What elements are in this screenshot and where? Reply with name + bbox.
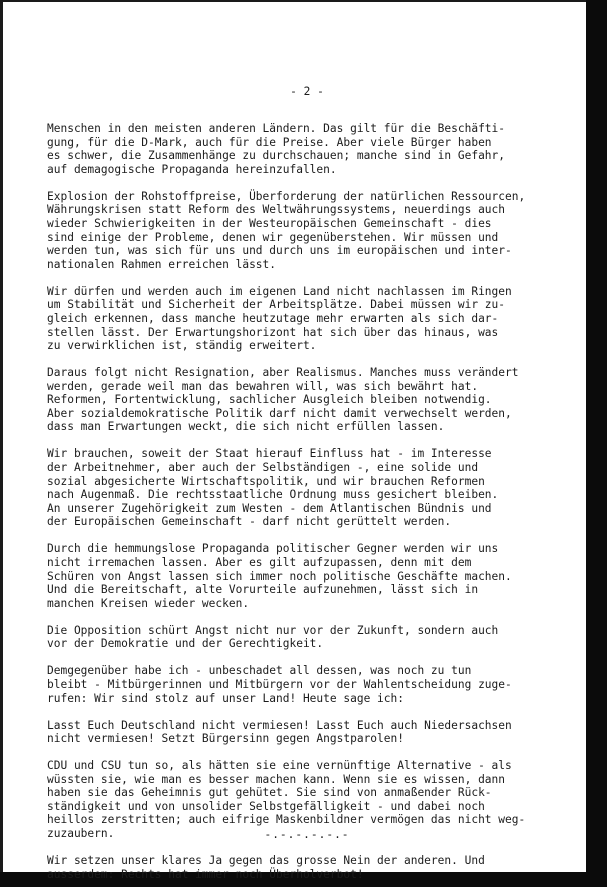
text-line: Währungskrisen statt Reform des Weltwährungssystems, neuerdings auch [47, 203, 506, 217]
text-line: es schwer, die Zusammenhänge zu durchschauen; manche sind in Gefahr, [47, 149, 506, 163]
text-line: dass man Erwartungen weckt, die sich nicht erfüllen lassen. [47, 420, 445, 434]
text-line: Und die Bereitschaft, alte Vorurteile aufzunehmen, lässt sich in [47, 583, 479, 597]
text-line: Wir setzen unser klares Ja gegen das grosse Nein der anderen. Und [47, 854, 485, 868]
text-line: gleich erkennen, dass manche heutzutage mehr erwarten als sich dar- [47, 311, 499, 325]
paragraph [47, 122, 567, 176]
text-line: wieder Schwierigkeiten in der Westeuropäischen Gemeinschaft - dies [47, 216, 492, 230]
text-line: Aber sozialdemokratische Politik darf nicht damit verwechselt werden, [47, 406, 512, 420]
text-line: ständigkeit und von unsolider Selbstgefälligkeit - und dabei noch [47, 799, 485, 813]
text-line: Menschen in den meisten anderen Ländern. Das gilt für die Beschäfti- [47, 122, 506, 135]
paragraph [47, 447, 567, 529]
text-line: rufen: Wir sind stolz auf unser Land! Heute sage ich: [47, 691, 404, 705]
text-line: gung, für die D-Mark, auch für die Preise. Aber viele Bürger haben [47, 135, 492, 149]
text-line: nicht vermiesen! Setzt Bürgersinn gegen Angstparolen! [47, 732, 404, 746]
text-line: nach Augenmaß. Die rechtsstaatliche Ordnung muss gesichert bleiben. [47, 488, 499, 502]
text-line: ausserdem: Rechts hat immer noch Überholverbot! [47, 867, 364, 881]
text-line: nationalen Rahmen erreichen lässt. [47, 257, 277, 271]
text-line: zuzaubern. [47, 827, 115, 841]
scan-border-right [586, 0, 607, 887]
text-line: Lasst Euch Deutschland nicht vermiesen! Lasst Euch auch Niedersachsen [47, 718, 512, 732]
page-number: - 2 - [290, 85, 324, 98]
text-line: Wir brauchen, soweit der Staat hierauf Einfluss hat - im Interesse [47, 447, 492, 461]
text-line: Schüren von Angst lassen sich immer noch politische Geschäfte machen. [47, 569, 512, 583]
text-line: Daraus folgt nicht Resignation, aber Realismus. Manches muss verändert [47, 366, 519, 380]
text-line: Reformen, Fortentwicklung, sachlicher Ausgleich bleiben notwendig. [47, 393, 492, 407]
text-line: manchen Kreisen wieder wecken. [47, 596, 250, 610]
scan-border-top [0, 0, 607, 2]
paragraph [47, 542, 567, 610]
text-line: vor der Demokratie und der Gerechtigkeit. [47, 637, 324, 651]
closing-mark: -.-.-.-.-.- [264, 828, 350, 841]
text-line: sind einige der Probleme, denen wir gegenüberstehen. Wir müssen und [47, 230, 499, 244]
text-line: der Europäischen Gemeinschaft - darf nicht gerüttelt werden. [47, 515, 452, 529]
text-line: Wir dürfen und werden auch im eigenen Land nicht nachlassen im Ringen [47, 284, 512, 298]
text-line: Die Opposition schürt Angst nicht nur vor der Zukunft, sondern auch [47, 623, 499, 637]
text-line: haben sie das Geheimnis gut gehütet. Sie sind von anmaßender Rück- [47, 786, 492, 800]
text-line: auf demagogische Propaganda hereinzufallen. [47, 162, 337, 176]
paragraph [47, 664, 567, 705]
text-line: CDU und CSU tun so, als hätten sie eine vernünftige Alternative - als [47, 759, 512, 773]
text-line: sozial abgesicherte Wirtschaftspolitik, und wir brauchen Reformen [47, 474, 485, 488]
text-line: Demgegenüber habe ich - unbeschadet all dessen, was noch zu tun [47, 664, 472, 678]
text-line: um Stabilität und Sicherheit der Arbeitsplätze. Dabei müssen wir zu- [47, 298, 506, 312]
paragraph [47, 854, 567, 881]
text-line: nicht irremachen lassen. Aber es gilt aufzupassen, denn mit dem [47, 555, 472, 569]
text-line: stellen lässt. Der Erwartungshorizont hat sich über das hinaus, was [47, 325, 499, 339]
text-line: werden tun, was sich für uns und durch uns im europäischen und inter- [47, 244, 512, 258]
text-line: zu verwirklichen ist, ständig erweitert. [47, 339, 317, 353]
text-line: wüssten sie, wie man es besser machen kann. Wenn sie es wissen, dann [47, 772, 506, 786]
text-line: werden, gerade weil man das bewahren will, was sich bewährt hat. [47, 379, 479, 393]
paragraph [47, 624, 567, 651]
paragraph [47, 285, 567, 353]
text-line: der Arbeitnehmer, aber auch der Selbständigen -, eine solide und [47, 461, 479, 475]
text-line: bleibt - Mitbürgerinnen und Mitbürgern vor der Wahlentscheidung zuge- [47, 677, 512, 691]
paragraph [47, 366, 567, 434]
scan-border-left [0, 0, 3, 887]
document-body [47, 122, 567, 895]
text-line: Explosion der Rohstoffpreise, Überforderung der natürlichen Ressourcen, [47, 189, 526, 203]
paragraph [47, 719, 567, 746]
paragraph [47, 190, 567, 272]
text-line: Durch die hemmungslose Propaganda politischer Gegner werden wir uns [47, 542, 499, 556]
text-line: An unserer Zugehörigkeit zum Westen - dem Atlantischen Bündnis und [47, 501, 492, 515]
text-line: heillos zerstritten; auch eifrige Maskenbildner vermögen das nicht weg- [47, 813, 526, 827]
